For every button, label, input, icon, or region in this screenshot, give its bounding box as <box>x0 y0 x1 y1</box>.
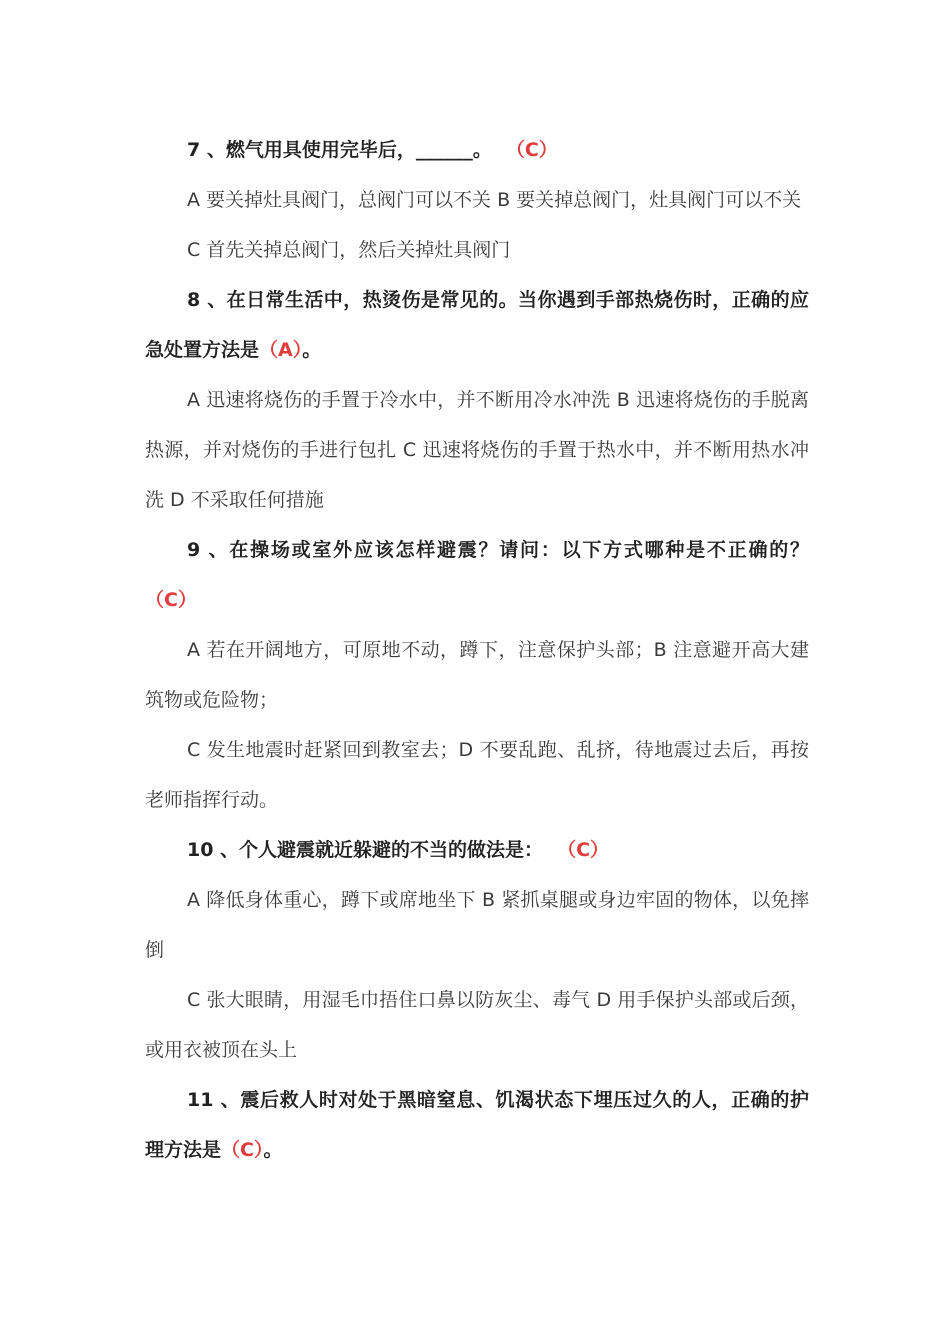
question-8-stem: 8 、在日常生活中，热烫伤是常见的。当你遇到手部热烧伤时，正确的应急处置方法是 <box>145 289 809 361</box>
document-page <box>145 125 809 1175</box>
question-10-options-cd: C 张大眼睛，用湿毛巾捂住口鼻以防灰尘、毒气 D 用手保护头部或后颈，或用衣被顶在头上 <box>145 989 809 1061</box>
question-8-options: A 迅速将烧伤的手置于冷水中，并不断用冷水冲洗 B 迅速将烧伤的手脱离热源，并对烧伤的手进行包扎 C 迅速将烧伤的手置于热水中，并不断用热水冲洗 D 不采取任何措施 <box>145 389 809 511</box>
question-7-stem: 7 、燃气用具使用完毕后，______。 <box>187 139 492 161</box>
question-8-stem-end: 。 <box>302 339 322 361</box>
question-8 <box>145 275 809 375</box>
question-11-stem-end: 。 <box>263 1139 283 1161</box>
question-10 <box>145 825 809 875</box>
question-7-answer: （C） <box>505 139 558 161</box>
question-9-options-ab: A 若在开阔地方，可原地不动，蹲下，注意保护头部；B 注意避开高大建筑物或危险物； <box>145 639 809 711</box>
question-8-answer: （A） <box>259 339 303 361</box>
question-11-stem: 11 、震后救人时对处于黑暗窒息、饥渴状态下埋压过久的人，正确的护理方法是 <box>145 1089 809 1161</box>
question-11-answer: （C） <box>221 1139 264 1161</box>
question-11 <box>145 1075 809 1175</box>
question-9 <box>145 525 809 625</box>
question-10-answer: （C） <box>557 839 610 861</box>
question-9-options-cd: C 发生地震时赶紧回到教室去；D 不要乱跑、乱挤，待地震过去后，再按老师指挥行动。 <box>145 739 809 811</box>
question-9-answer: （C） <box>145 589 197 611</box>
question-10-options-ab: A 降低身体重心，蹲下或席地坐下 B 紧抓桌腿或身边牢固的物体，以免摔倒 <box>145 889 809 961</box>
question-7-option-c: C 首先关掉总阀门，然后关掉灶具阀门 <box>187 239 511 261</box>
question-7 <box>145 125 809 175</box>
question-10-stem: 10 、个人避震就近躲避的不当的做法是： <box>187 839 544 861</box>
question-7-options-ab: A 要关掉灶具阀门，总阀门可以不关 B 要关掉总阀门，灶具阀门可以不关 <box>187 189 802 211</box>
question-9-stem: 9 、在操场或室外应该怎样避震？请问：以下方式哪种是不正确的？ <box>187 539 809 561</box>
